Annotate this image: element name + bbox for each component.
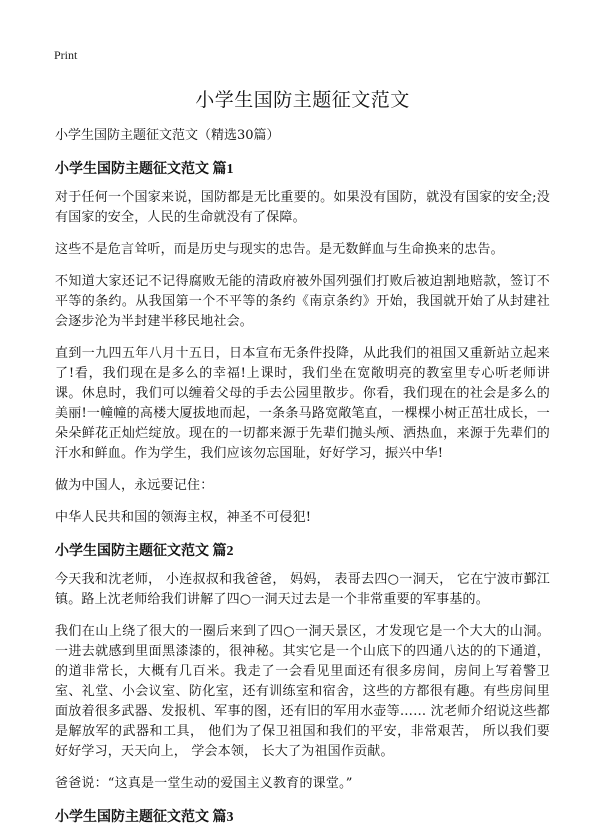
- print-link[interactable]: Print: [54, 48, 78, 62]
- section-heading: 小学生国防主题征文范文 篇3: [55, 810, 234, 825]
- page-title: 小学生国防主题征文范文: [195, 89, 410, 111]
- essay-section-1: [55, 158, 550, 528]
- paragraph: 对于任何一个国家来说，国防都是无比重要的。如果没有国防，就没有国家的安全;没有国家的安全，人民的生命就没有了保障。: [55, 190, 550, 225]
- section-heading: 小学生国防主题征文范文 篇2: [55, 544, 234, 559]
- paragraph: 不知道大家还记不记得腐败无能的清政府被外国列强们打败后被迫割地赔款，签订不平等的条约。从我国第一个不平等的条约《南京条约》开始，我国就开始了从封建社会逐步沦为半封建半移民地社会。: [55, 274, 550, 329]
- essay-section-3: [55, 806, 550, 826]
- paragraph: 爸爸说：“这真是一堂生动的爱国主义教育的课堂。”: [55, 776, 353, 791]
- paragraph: 我们在山上绕了很大的一圈后来到了四○一洞天景区，才发现它是一个大大的山洞。一进去就感到里面黑漆漆的，很神秘。其实它是一个山底下的四通八达的的下通道，的道非常长，大概有几百米。我走了一会看见里面还有很多房间，房间上写着警卫室、礼堂、小会议室、防化室，还有训练室和宿舍，这些的方都很有趣。有些房间里面放着很多武器、发报机、军事的图，还有旧的军用水壶等…… 沈老师介绍说这些都是解放军的武器和工具， 他们为了保卫祖国和我们的平安，非常艰苦， 所以我们要好好学习，天天向上， 学会本领， 长大了为祖国作贡献。: [55, 624, 550, 759]
- paragraph: 做为中国人，永远要记住：: [55, 478, 214, 493]
- paragraph: 直到一九四五年八月十五日，日本宣布无条件投降，从此我们的祖国又重新站立起来了!看，我们现在是多么的幸福!上课时，我们坐在宽敞明亮的教室里专心听老师讲课。休息时，我们可以缠着父母的手去公园里散步。你看，我们现在的社会是多么的美丽!一幢幢的高楼大厦拔地而起，一条条马路宽敞笔直，一棵棵小树正茁壮成长，一朵朵鲜花正灿烂绽放。现在的一切都来源于先辈们抛头颅、洒热血，来源于先辈们的汗水和鲜血。作为学生，我们应该勿忘国耻，好好学习，振兴中华!: [55, 346, 550, 461]
- paragraph: 中华人民共和国的领海主权，神圣不可侵犯!: [55, 510, 312, 525]
- document-subtitle: 小学生国防主题征文范文（精选30篇）: [55, 128, 280, 143]
- paragraph: 今天我和沈老师， 小连叔叔和我爸爸， 妈妈， 表哥去四○一洞天， 它在宁波市鄞江镇。路上沈老师给我们讲解了四○一洞天过去是一个非常重要的军事基的。: [55, 572, 550, 607]
- paragraph: 这些不是危言耸听，而是历史与现实的忠告。是无数鲜血与生命换来的忠告。: [55, 242, 504, 257]
- section-heading: 小学生国防主题征文范文 篇1: [55, 162, 234, 177]
- essay-section-2: [55, 540, 550, 794]
